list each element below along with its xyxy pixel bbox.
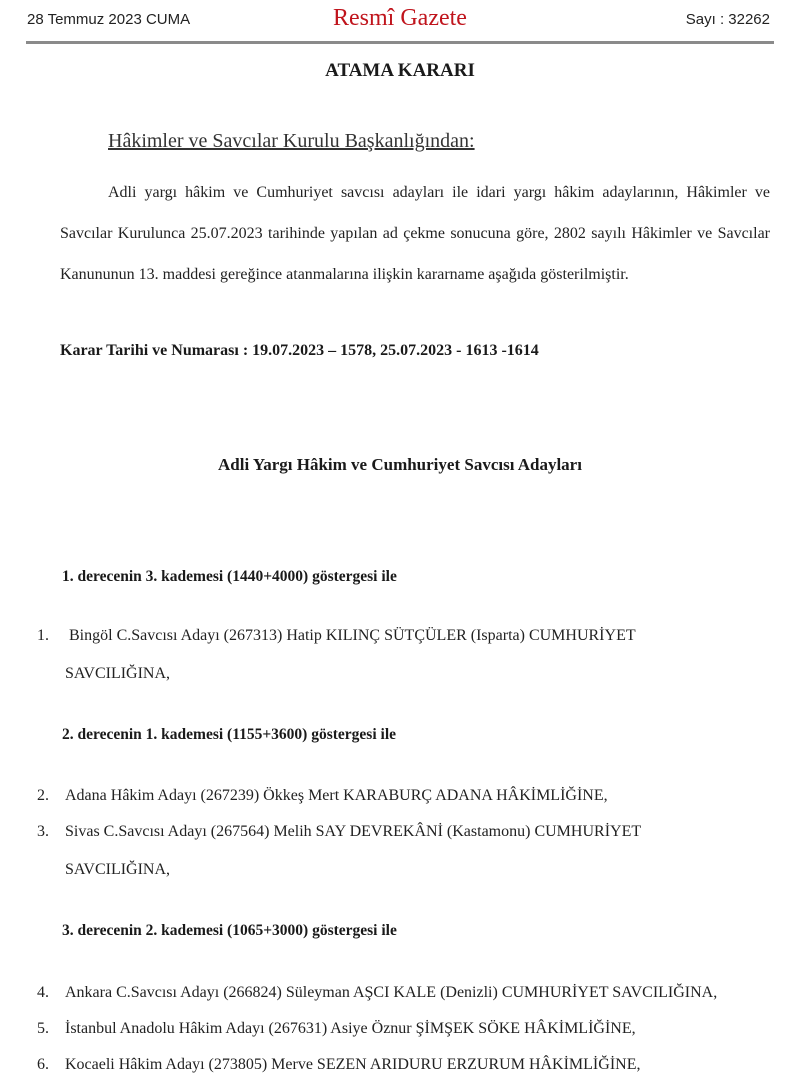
item-number: 3. — [37, 823, 49, 840]
list-item — [37, 777, 777, 815]
grade-heading: 1. derecenin 3. kademesi (1440+4000) göstergesi ile — [62, 568, 397, 585]
item-text-continued: SAVCILIĞINA, — [65, 665, 171, 682]
list-item — [37, 1046, 777, 1084]
gazette-title: Resmî Gazete — [333, 5, 467, 31]
list-item — [37, 1010, 777, 1048]
item-number: 1. — [37, 627, 49, 644]
header-divider — [26, 41, 774, 44]
institution-heading: Hâkimler ve Savcılar Kurulu Başkanlığından: — [108, 130, 475, 152]
grade-heading: 3. derecenin 2. kademesi (1065+3000) göstergesi ile — [62, 922, 397, 939]
item-text-continued: SAVCILIĞINA, — [65, 861, 171, 878]
item-text: İstanbul Anadolu Hâkim Adayı (267631) Asiye Öznur ŞİMŞEK SÖKE HÂKİMLİĞİNE, — [65, 1020, 636, 1037]
section-title: Adli Yargı Hâkim ve Cumhuriyet Savcısı Adayları — [218, 455, 582, 474]
issue-number: Sayı : 32262 — [685, 11, 770, 28]
list-item — [37, 617, 777, 693]
item-number: 2. — [37, 787, 49, 804]
item-number: 4. — [37, 984, 49, 1001]
issue-date: 28 Temmuz 2023 CUMA — [27, 11, 191, 28]
intro-paragraph: Adli yargı hâkim ve Cumhuriyet savcısı adayları ile idari yargı hâkim adaylarının, Hâkimler ve Savcılar Kurulunca 25.07.2023 tarihinde yapılan ad çekme sonucuna göre, 2802 sayılı Hâkimler ve Savcılar Kanununun 13. maddesi gereğince atanmalarına ilişkin kararname aşağıda gösterilmiştir. — [60, 184, 770, 283]
item-number: 6. — [37, 1056, 49, 1073]
list-item — [37, 813, 777, 889]
item-text: Ankara C.Savcısı Adayı (266824) Süleyman AŞCI KALE (Denizli) CUMHURİYET SAVCILIĞINA, — [65, 984, 718, 1001]
gazette-header — [0, 0, 800, 44]
item-text: Kocaeli Hâkim Adayı (273805) Merve SEZEN ARIDURU ERZURUM HÂKİMLİĞİNE, — [65, 1056, 641, 1073]
list-item — [37, 974, 777, 1012]
grade-heading: 2. derecenin 1. kademesi (1155+3600) göstergesi ile — [62, 726, 396, 743]
decision-date-number: Karar Tarihi ve Numarası : 19.07.2023 – 1578, 25.07.2023 - 1613 -1614 — [60, 342, 539, 359]
item-text: Adana Hâkim Adayı (267239) Ökkeş Mert KARABURÇ ADANA HÂKİMLİĞİNE, — [65, 787, 608, 804]
item-number: 5. — [37, 1020, 49, 1037]
document-title: ATAMA KARARI — [325, 60, 475, 81]
item-text: Sivas C.Savcısı Adayı (267564) Melih SAY DEVREKÂNİ (Kastamonu) CUMHURİYET — [65, 823, 642, 840]
item-text: Bingöl C.Savcısı Adayı (267313) Hatip KILINÇ SÜTÇÜLER (Isparta) CUMHURİYET — [65, 627, 636, 644]
